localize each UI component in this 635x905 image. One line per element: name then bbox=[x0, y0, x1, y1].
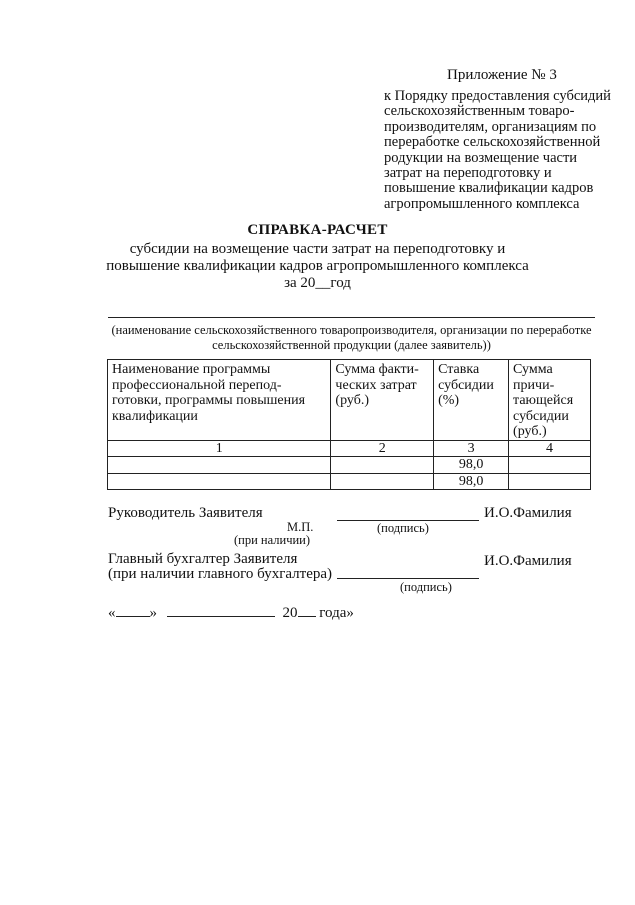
date-close-quote: » bbox=[149, 605, 157, 621]
appendix-description bbox=[384, 89, 611, 212]
accountant-signature-line bbox=[337, 578, 479, 579]
day-blank bbox=[116, 604, 150, 617]
table-cell: 98,0 bbox=[434, 473, 509, 490]
year-blank bbox=[298, 604, 316, 617]
table-cell bbox=[108, 457, 331, 474]
table-cell bbox=[509, 457, 591, 474]
column-number: 3 bbox=[434, 440, 509, 457]
appendix-line: агропромышленного комплекса bbox=[384, 195, 580, 212]
appendix-line: производителям, организациям по bbox=[384, 118, 597, 135]
appendix-line: сельскохозяйственным товаро- bbox=[384, 103, 575, 120]
applicant-caption-line2: сельскохозяйственной продукции (далее заявитель)) bbox=[212, 338, 491, 352]
accountant-label-line1: Главный бухгалтер Заявителя bbox=[108, 551, 298, 567]
head-label: Руководитель Заявителя bbox=[108, 505, 263, 521]
applicant-caption-line1: (наименование сельскохозяйственного товаропроизводителя, организации по переработке bbox=[111, 323, 592, 337]
stamp-note: (при наличии) bbox=[234, 533, 311, 547]
appendix-line: родукции на возмещение части bbox=[384, 149, 578, 166]
header-subsidy-rate: Ставка субсидии (%) bbox=[434, 360, 509, 441]
subsidy-table bbox=[107, 359, 591, 490]
document-subtitle-line1: субсидии на возмещение части затрат на переподготовку и bbox=[129, 241, 506, 257]
column-number: 1 bbox=[108, 440, 331, 457]
accountant-name: И.О.Фамилия bbox=[484, 553, 572, 569]
accountant-signature-caption: (подпись) bbox=[400, 580, 452, 594]
document-subtitle-line2: повышение квалификации кадров агропромышленного комплекса bbox=[106, 258, 529, 274]
appendix-title: Приложение № 3 bbox=[447, 67, 557, 83]
date-open-quote: « bbox=[108, 605, 116, 621]
table-row bbox=[108, 473, 591, 490]
applicant-name-line bbox=[108, 317, 595, 318]
appendix-line: к Порядку предоставления субсидий bbox=[384, 88, 611, 104]
column-number: 4 bbox=[509, 440, 591, 457]
table-cell bbox=[331, 473, 434, 490]
head-signature-caption: (подпись) bbox=[377, 521, 429, 535]
document-year-line: за 20__год bbox=[284, 275, 351, 291]
year-prefix: 20 bbox=[282, 605, 298, 621]
appendix-line: переработке сельскохозяйственной bbox=[384, 134, 601, 151]
year-suffix: года» bbox=[319, 605, 354, 621]
stamp-label: М.П. bbox=[287, 520, 314, 534]
document-title: СПРАВКА-РАСЧЕТ bbox=[247, 222, 388, 238]
table-cell bbox=[108, 473, 331, 490]
accountant-label-line2: (при наличии главного бухгалтера) bbox=[108, 566, 333, 582]
table-header-row bbox=[108, 360, 591, 441]
appendix-line: повышение квалификации кадров bbox=[384, 180, 594, 197]
date-line bbox=[108, 604, 354, 622]
table-cell: 98,0 bbox=[434, 457, 509, 474]
table-cell bbox=[331, 457, 434, 474]
header-subsidy-amount: Сумма причи-тающейся субсидии (руб.) bbox=[509, 360, 591, 441]
column-number: 2 bbox=[331, 440, 434, 457]
table-column-numbers-row bbox=[108, 440, 591, 457]
appendix-line: затрат на переподготовку и bbox=[384, 165, 552, 182]
header-program-name: Наименование программы профессиональной перепод-готовки, программы повышения квалификации bbox=[108, 360, 331, 441]
head-name: И.О.Фамилия bbox=[484, 505, 572, 521]
table-cell bbox=[509, 473, 591, 490]
header-actual-costs: Сумма факти-ческих затрат (руб.) bbox=[331, 360, 434, 441]
table-row bbox=[108, 457, 591, 474]
month-blank bbox=[167, 604, 275, 617]
